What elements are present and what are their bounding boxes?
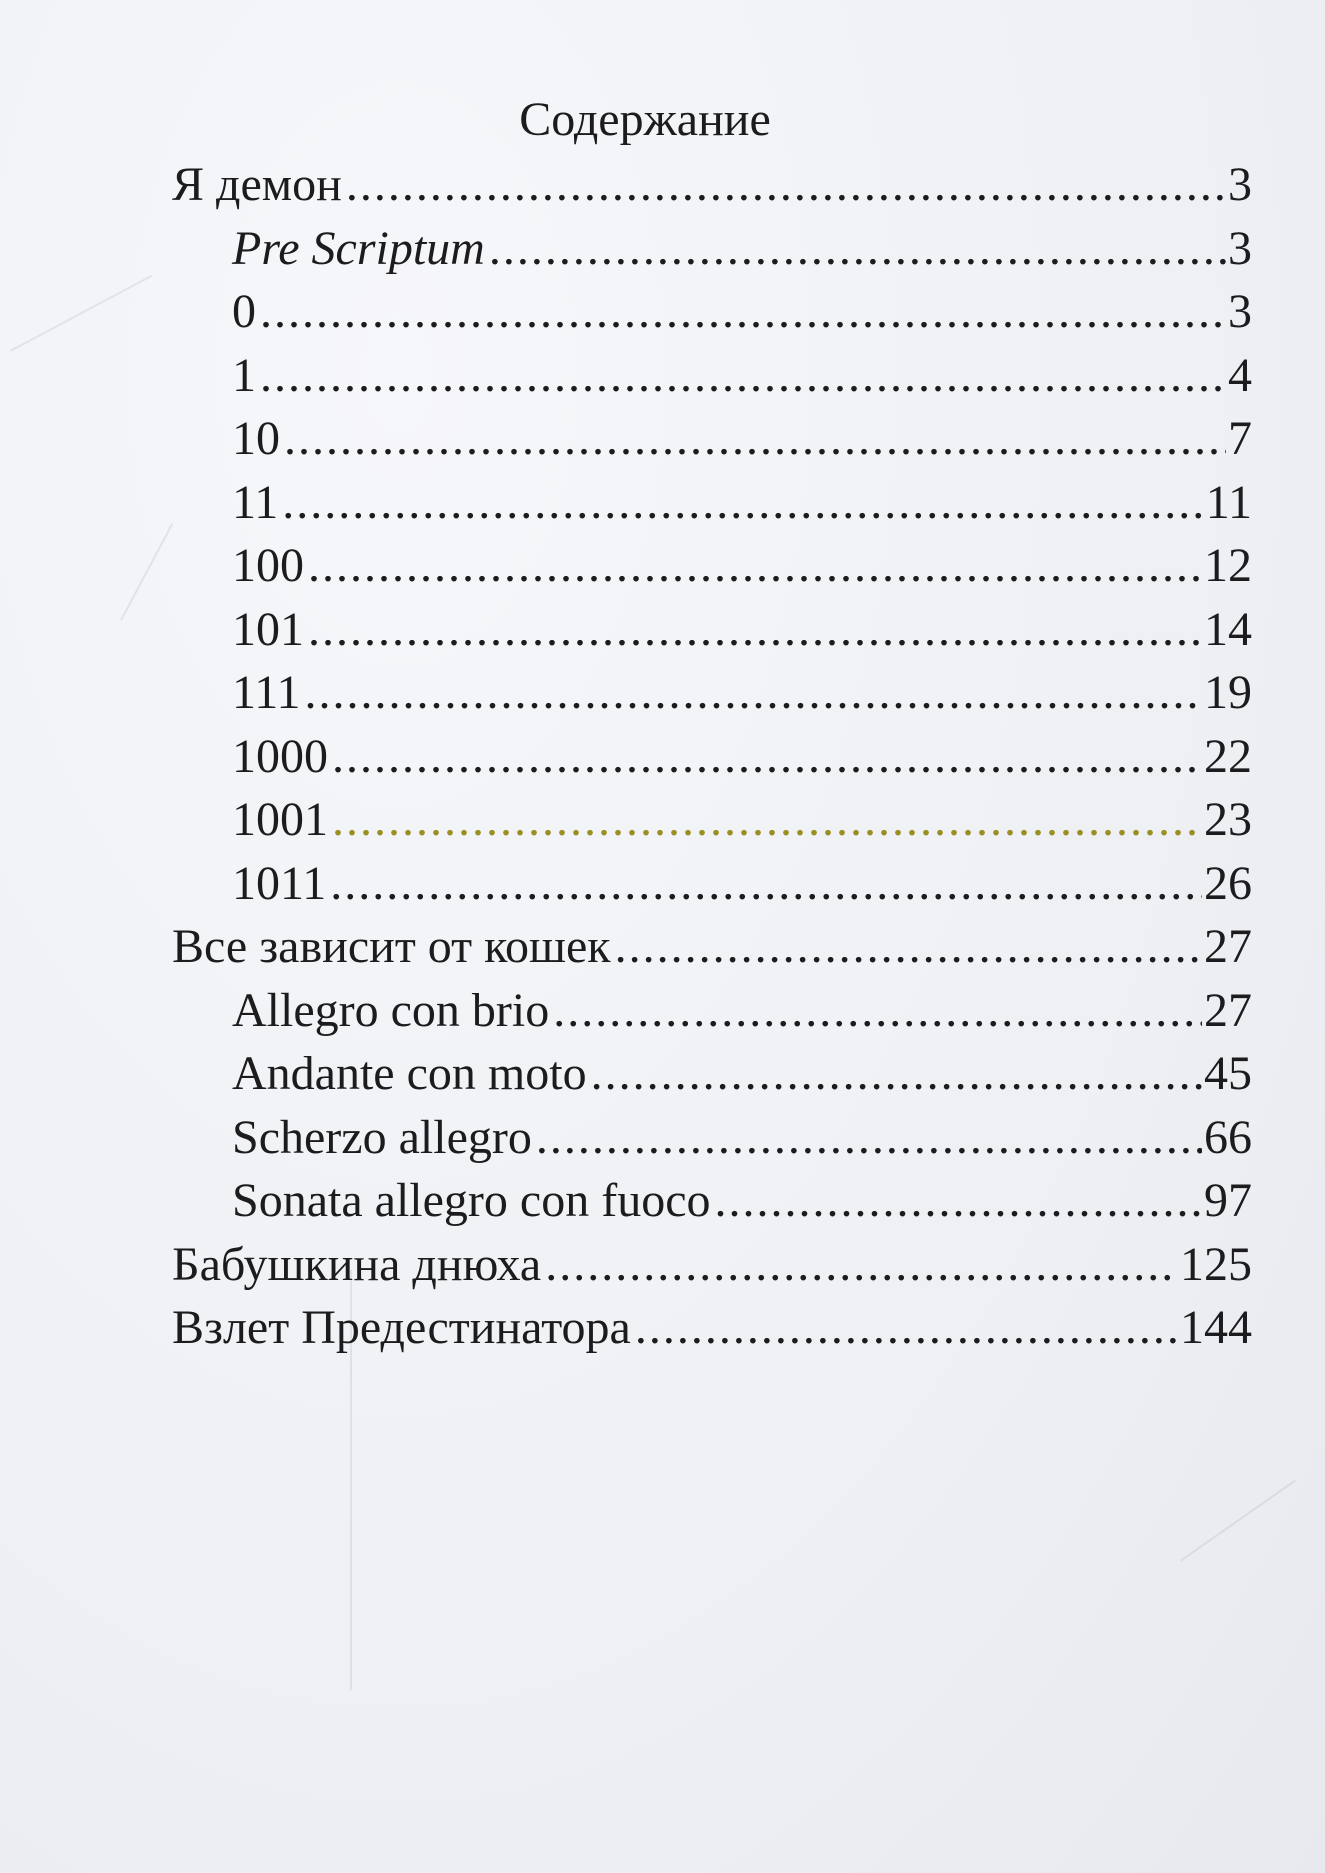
dot-leader [553,979,1202,1043]
toc-entry-page-number: 7 [1228,412,1252,465]
dot-leader [308,534,1202,598]
toc-entry-title: 1011 [232,856,327,910]
toc-entry-title: Pre Scriptum [232,221,485,275]
dot-leader [332,788,1202,852]
toc-entry-page-number: 144 [1180,1301,1252,1354]
toc-entry [232,1042,1252,1106]
toc-entry-page-number: 23 [1204,793,1252,846]
toc-entry-title: Scherzo allegro [232,1110,532,1164]
dot-leader [330,852,1202,916]
toc-entry-page-number: 66 [1204,1110,1252,1164]
toc-entry [232,979,1252,1043]
toc-entry-page-number: 3 [1228,158,1252,211]
toc-entry-title: Andante con moto [232,1047,587,1100]
toc-entry-title: 1001 [232,793,328,846]
toc-entry-title: 101 [232,602,304,656]
dot-leader [308,598,1202,662]
toc-entry-title: Allegro con brio [232,983,550,1037]
toc-entry-title: 100 [232,539,304,592]
paper-scratch [120,523,173,621]
toc-entry-title: 1000 [232,729,328,783]
toc-entry-page-number: 45 [1204,1047,1252,1100]
toc-entry [172,153,1252,217]
toc-entry-title: Я демон [172,158,342,211]
toc-entry [172,1233,1252,1297]
toc-entry-title: Все зависит от кошек [172,920,611,973]
toc-entry-page-number: 19 [1204,666,1252,719]
dot-leader [260,280,1226,344]
toc-entry [232,217,1252,281]
toc-entry [232,852,1252,916]
toc-entry [232,1169,1252,1233]
toc-entry-page-number: 26 [1204,856,1252,910]
toc-entry [172,915,1252,979]
paper-scratch [1180,1480,1296,1562]
toc-entry-page-number: 3 [1228,221,1252,275]
toc-entry [232,344,1252,408]
toc-entry-page-number: 97 [1204,1174,1252,1227]
dot-leader [346,153,1226,217]
dot-leader [332,725,1202,789]
toc-entry [232,598,1252,662]
toc-entry-title: Sonata allegro con fuoco [232,1174,711,1227]
toc-entry-page-number: 3 [1228,285,1252,338]
toc-entry [232,661,1252,725]
toc-entry-page-number: 27 [1204,920,1252,973]
dot-leader [260,344,1226,408]
dot-leader [304,661,1202,725]
toc-entry-page-number: 22 [1204,729,1252,783]
toc-entry-title: 11 [232,475,279,529]
toc-entry-page-number: 125 [1180,1237,1252,1291]
dot-leader [545,1233,1178,1297]
toc-entry [232,471,1252,535]
dot-leader [489,217,1226,281]
dot-leader [635,1296,1178,1360]
toc-entry [232,788,1252,852]
toc-entry-title: 111 [232,666,301,719]
toc-entry-page-number: 11 [1205,475,1252,529]
toc-entry-title: 1 [232,348,256,402]
toc-entry-page-number: 12 [1204,539,1252,592]
dot-leader [615,915,1202,979]
dot-leader [536,1106,1202,1170]
dot-leader [591,1042,1202,1106]
toc-entry [232,725,1252,789]
toc-entry-title: 0 [232,285,256,338]
toc-entry [172,1296,1252,1360]
paper-scratch [10,275,152,352]
toc-entry [232,534,1252,598]
toc-entry-title: 10 [232,412,280,465]
toc-entry-title: Взлет Предестинатора [172,1301,631,1354]
dot-leader [715,1169,1203,1233]
dot-leader [282,471,1204,535]
dot-leader [284,407,1226,471]
toc-entry [232,407,1252,471]
toc-entry-title: Бабушкина днюха [172,1237,542,1291]
page-title: Содержание [519,93,771,146]
toc-entry-page-number: 4 [1228,348,1252,402]
toc-entry [232,280,1252,344]
toc-entry-page-number: 14 [1204,602,1252,656]
toc-entry [232,1106,1252,1170]
toc-entry-page-number: 27 [1204,983,1252,1037]
